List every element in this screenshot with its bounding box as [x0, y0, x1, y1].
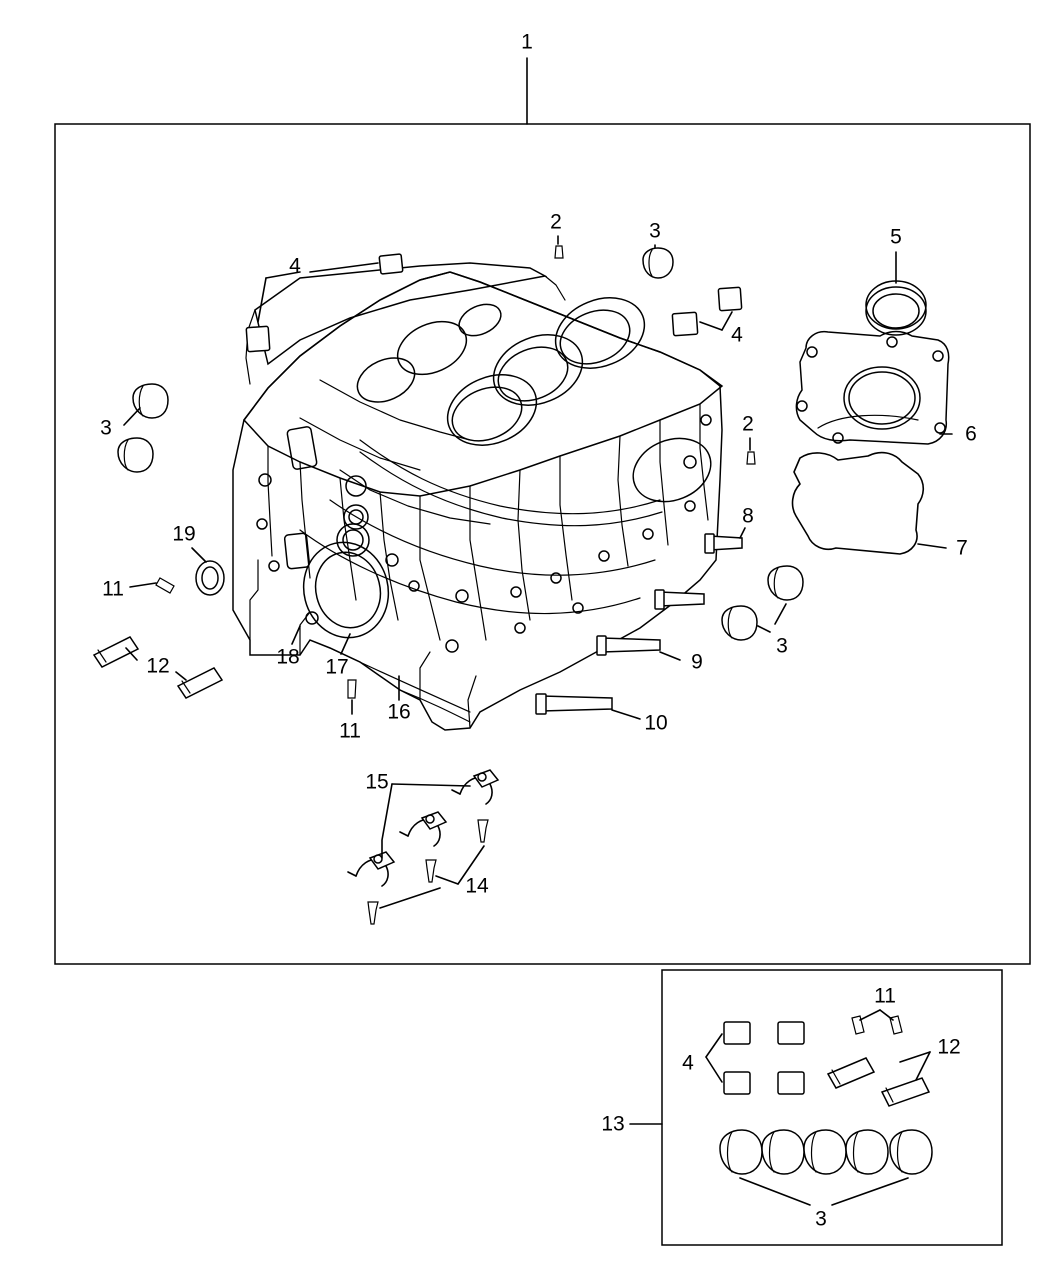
- part-11-dowel-pins: [130, 578, 356, 714]
- callout-11-mid: 11: [339, 719, 361, 743]
- callout-3-left: 3: [100, 416, 112, 440]
- callout-8: 8: [742, 504, 754, 528]
- part-7-rear-cover-gasket: [793, 453, 946, 554]
- cylinder-block-body: [233, 263, 722, 730]
- callout-13: 13: [601, 1112, 625, 1136]
- callout-11-inset: 11: [874, 984, 896, 1008]
- callout-19: 19: [172, 522, 196, 546]
- callout-4-right: 4: [731, 323, 743, 347]
- callout-15: 15: [365, 770, 389, 794]
- main-frame: [55, 58, 1030, 964]
- callout-17: 17: [325, 655, 349, 679]
- part-5-rear-crankshaft-seal: [866, 252, 926, 335]
- inset-frame: [630, 970, 1002, 1245]
- callout-12-left: 12: [146, 654, 170, 678]
- callout-4-left: 4: [289, 254, 301, 278]
- callout-3-right: 3: [776, 634, 788, 658]
- callout-2-top: 2: [550, 210, 562, 234]
- callout-9: 9: [691, 650, 703, 674]
- callout-16: 16: [387, 700, 411, 724]
- part-19-seal-ring: [192, 548, 224, 595]
- callout-3-inset: 3: [815, 1207, 827, 1231]
- part-10-bolt-long: [536, 694, 640, 719]
- callout-6: 6: [965, 422, 977, 446]
- callout-7: 7: [956, 536, 968, 560]
- callout-2-mid: 2: [742, 412, 754, 436]
- callout-1: 1: [521, 30, 533, 54]
- callout-3-top: 3: [649, 219, 661, 243]
- callout-18: 18: [276, 645, 300, 669]
- callout-14: 14: [465, 874, 489, 898]
- part-8-bolt-short: [705, 528, 745, 553]
- callout-10: 10: [644, 711, 668, 735]
- callout-5: 5: [890, 225, 902, 249]
- part-14-squirter-screws: [368, 820, 488, 924]
- callout-11-left: 11: [102, 577, 124, 601]
- inset-contents: [706, 1010, 932, 1205]
- callout-12-inset: 12: [937, 1035, 961, 1059]
- callout-4-inset: 4: [682, 1051, 694, 1075]
- part-6-rear-seal-retainer-cover: [796, 332, 952, 445]
- part-9-bolt-medium: [597, 590, 704, 660]
